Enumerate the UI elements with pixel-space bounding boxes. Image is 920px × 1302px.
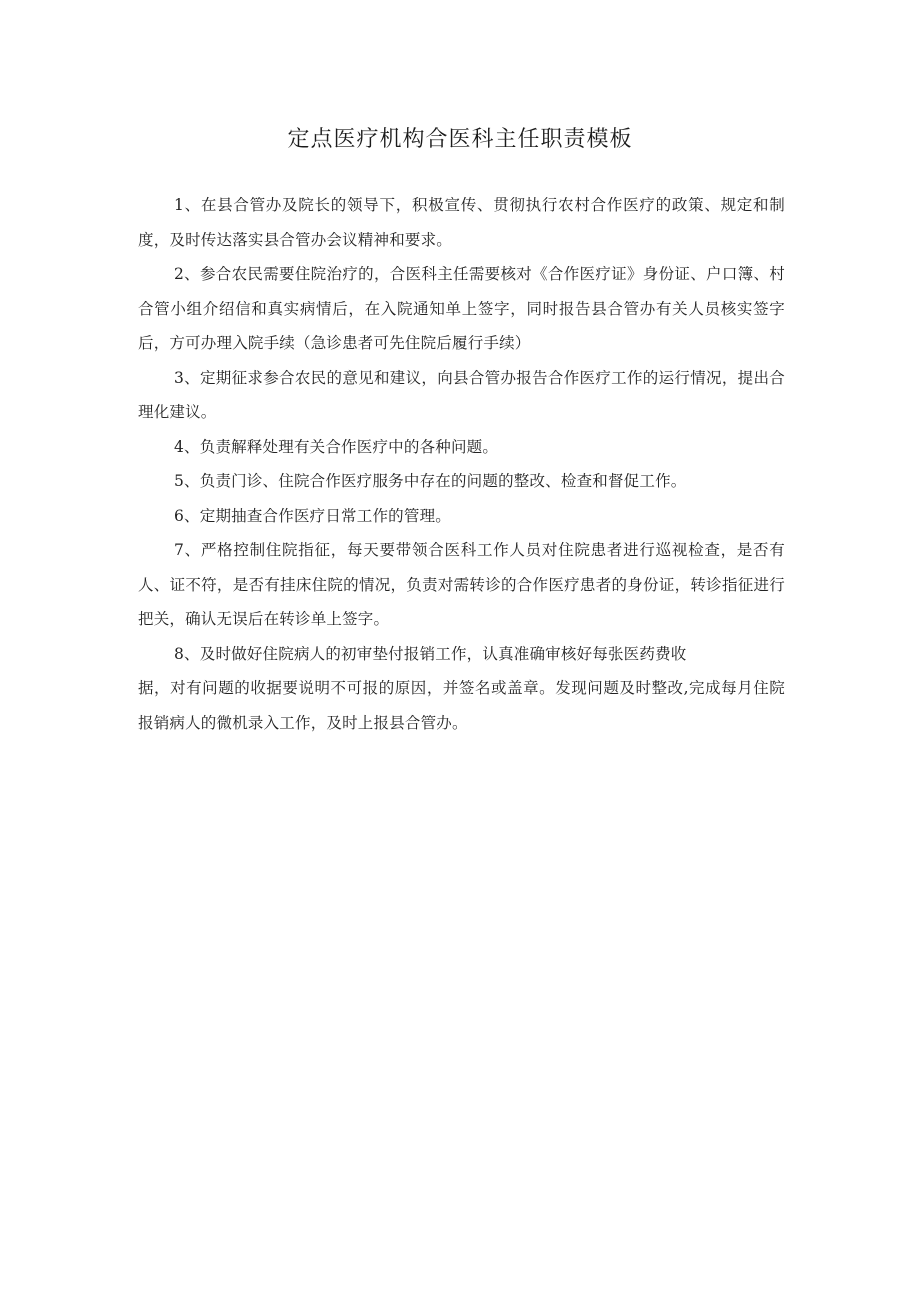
paragraph-2: 2、参合农民需要住院治疗的，合医科主任需要核对《合作医疗证》身份证、户口簿、村合管小组介绍信和真实病情后，在入院通知单上签字，同时报告县合管办有关人员核实签字后，方可办理入院手续（急诊患者可先住院后履行手续） xyxy=(138,265,785,352)
paragraph-3: 3、定期征求参合农民的意见和建议，向县合管办报告合作医疗工作的运行情况，提出合理化建议。 xyxy=(138,368,785,421)
paragraph-8 xyxy=(138,637,785,672)
paragraph-8-first-line: 8、及时做好住院病人的初审垫付报销工作，认真准确审核好每张医药费收 xyxy=(174,644,687,663)
document-title: 定点医疗机构合医科主任职责模板 xyxy=(287,127,633,152)
document-body xyxy=(138,188,785,740)
paragraph-5: 5、负责门诊、住院合作医疗服务中存在的问题的整改、检查和督促工作。 xyxy=(174,472,687,490)
paragraph-7: 7、严格控制住院指征，每天要带领合医科工作人员对住院患者进行巡视检查，是否有人、证不符，是否有挂床住院的情况，负责对需转诊的合作医疗患者的身份证，转诊指征进行把关，确认无误后在转诊单上签字。 xyxy=(138,541,785,628)
paragraph-8-continuation: 据，对有问题的收据要说明不可报的原因，并签名或盖章。发现问题及时整改,完成每月住院报销病人的微机录入工作，及时上报县合管办。 xyxy=(138,679,785,732)
paragraph-6: 6、定期抽查合作医疗日常工作的管理。 xyxy=(174,506,451,525)
paragraph-1: 1、在县合管办及院长的领导下，积极宣传、贯彻执行农村合作医疗的政策、规定和制度，及时传达落实县合管办会议精神和要求。 xyxy=(138,196,785,249)
paragraph-4: 4、负责解释处理有关合作医疗中的各种问题。 xyxy=(174,437,499,456)
